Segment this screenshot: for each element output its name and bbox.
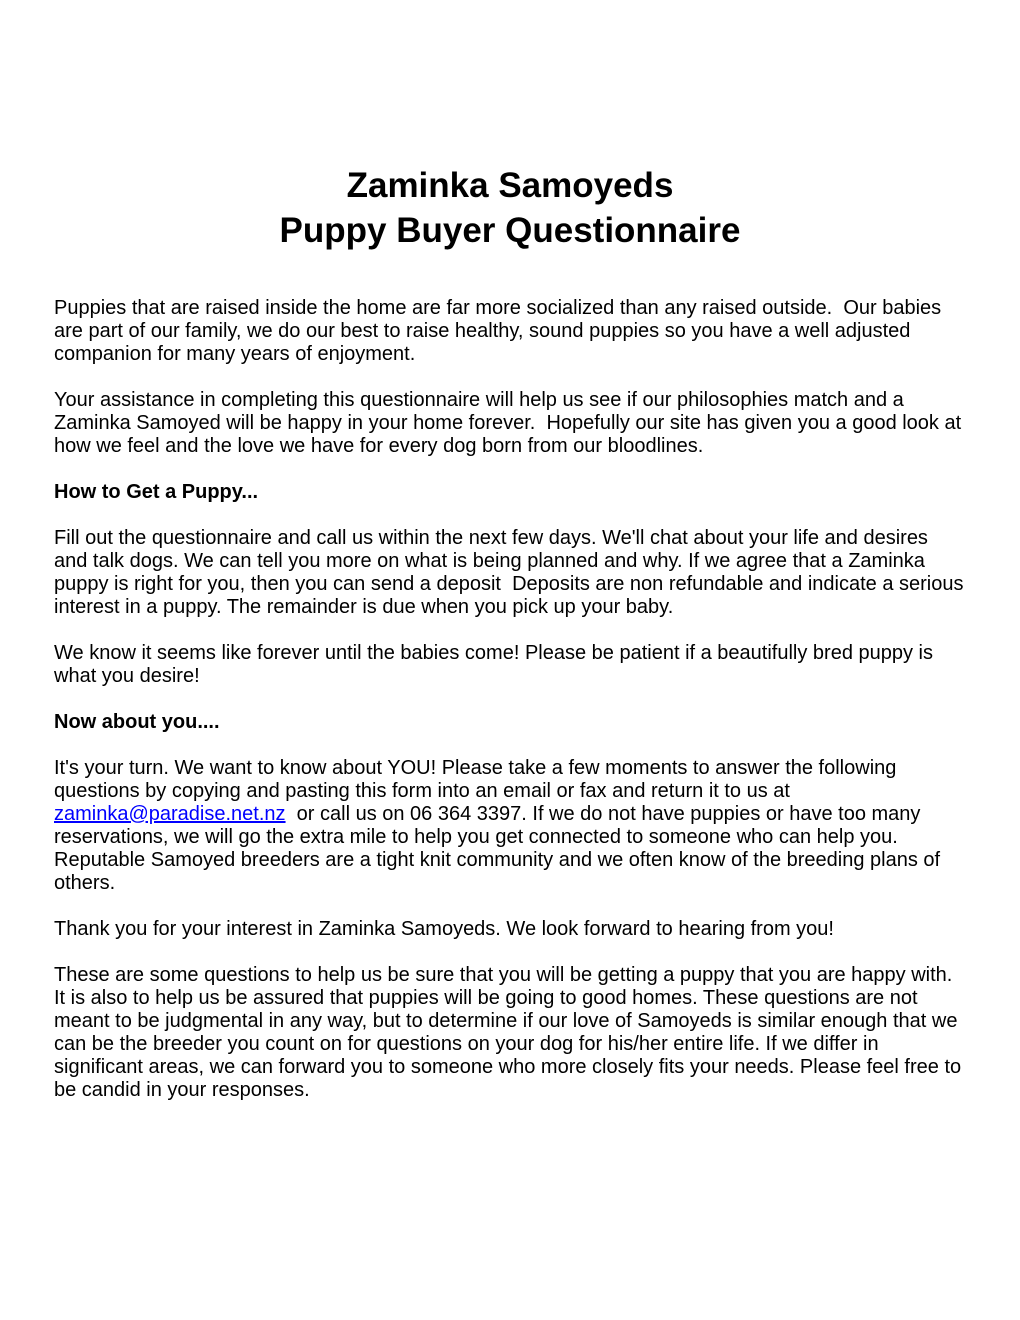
contact-paragraph [54, 757, 966, 895]
intro-paragraph: Puppies that are raised inside the home are far more socialized than any raised outside. Our babies are part of our family, we do our best to raise healthy, sound puppies so you have a well adjusted companion for many years of enjoyment. [54, 297, 947, 365]
closing-paragraph: These are some questions to help us be sure that you will be getting a puppy that you are happy with. It is also to help us be assured that puppies will be going to good homes. These questions are not meant to be judgmental in any way, but to determine if our love of Samoyeds is similar enough that we can be the breeder you count on for questions on your dog for his/her entire life. If we differ in significant areas, we can forward you to someone who more closely fits your needs. Please feel free to be candid in your responses. [54, 964, 967, 1101]
document-title [54, 163, 966, 253]
title-line-2: Puppy Buyer Questionnaire [279, 211, 741, 250]
email-link[interactable]: zaminka@paradise.net.nz [54, 803, 286, 825]
contact-text-before-link: It's your turn. We want to know about YOU! Please take a few moments to answer the following questions by copying and pasting this form into an email or fax and return it to us at [54, 757, 902, 802]
heading-now-about-you: Now about you.... [54, 711, 220, 733]
thank-you-paragraph: Thank you for your interest in Zaminka Samoyeds. We look forward to hearing from you! [54, 918, 834, 940]
title-line-1: Zaminka Samoyeds [346, 166, 674, 205]
contact-text-after-link: or call us on 06 364 3397. If we do not have puppies or have too many reservations, we will go the extra mile to help you get connected to someone who can help you. Reputable Samoyed breeders are a tight knit community and we often know of the breeding plans of others. [54, 803, 946, 894]
patience-paragraph: We know it seems like forever until the babies come! Please be patient if a beautifully bred puppy is what you desire! [54, 642, 939, 687]
heading-how-to-get-a-puppy: How to Get a Puppy... [54, 481, 259, 503]
deposit-paragraph: Fill out the questionnaire and call us within the next few days. We'll chat about your life and desires and talk dogs. We can tell you more on what is being planned and why. If we agree that a Zaminka puppy is right for you, then you can send a deposit Deposits are non refundable and indicate a serious interest in a puppy. The remainder is due when you pick up your baby. [54, 527, 970, 618]
assistance-paragraph: Your assistance in completing this questionnaire will help us see if our philosophies match and a Zaminka Samoyed will be happy in your home forever. Hopefully our site has given you a good look at how we feel and the love we have for every dog born from our bloodlines. [54, 389, 967, 457]
